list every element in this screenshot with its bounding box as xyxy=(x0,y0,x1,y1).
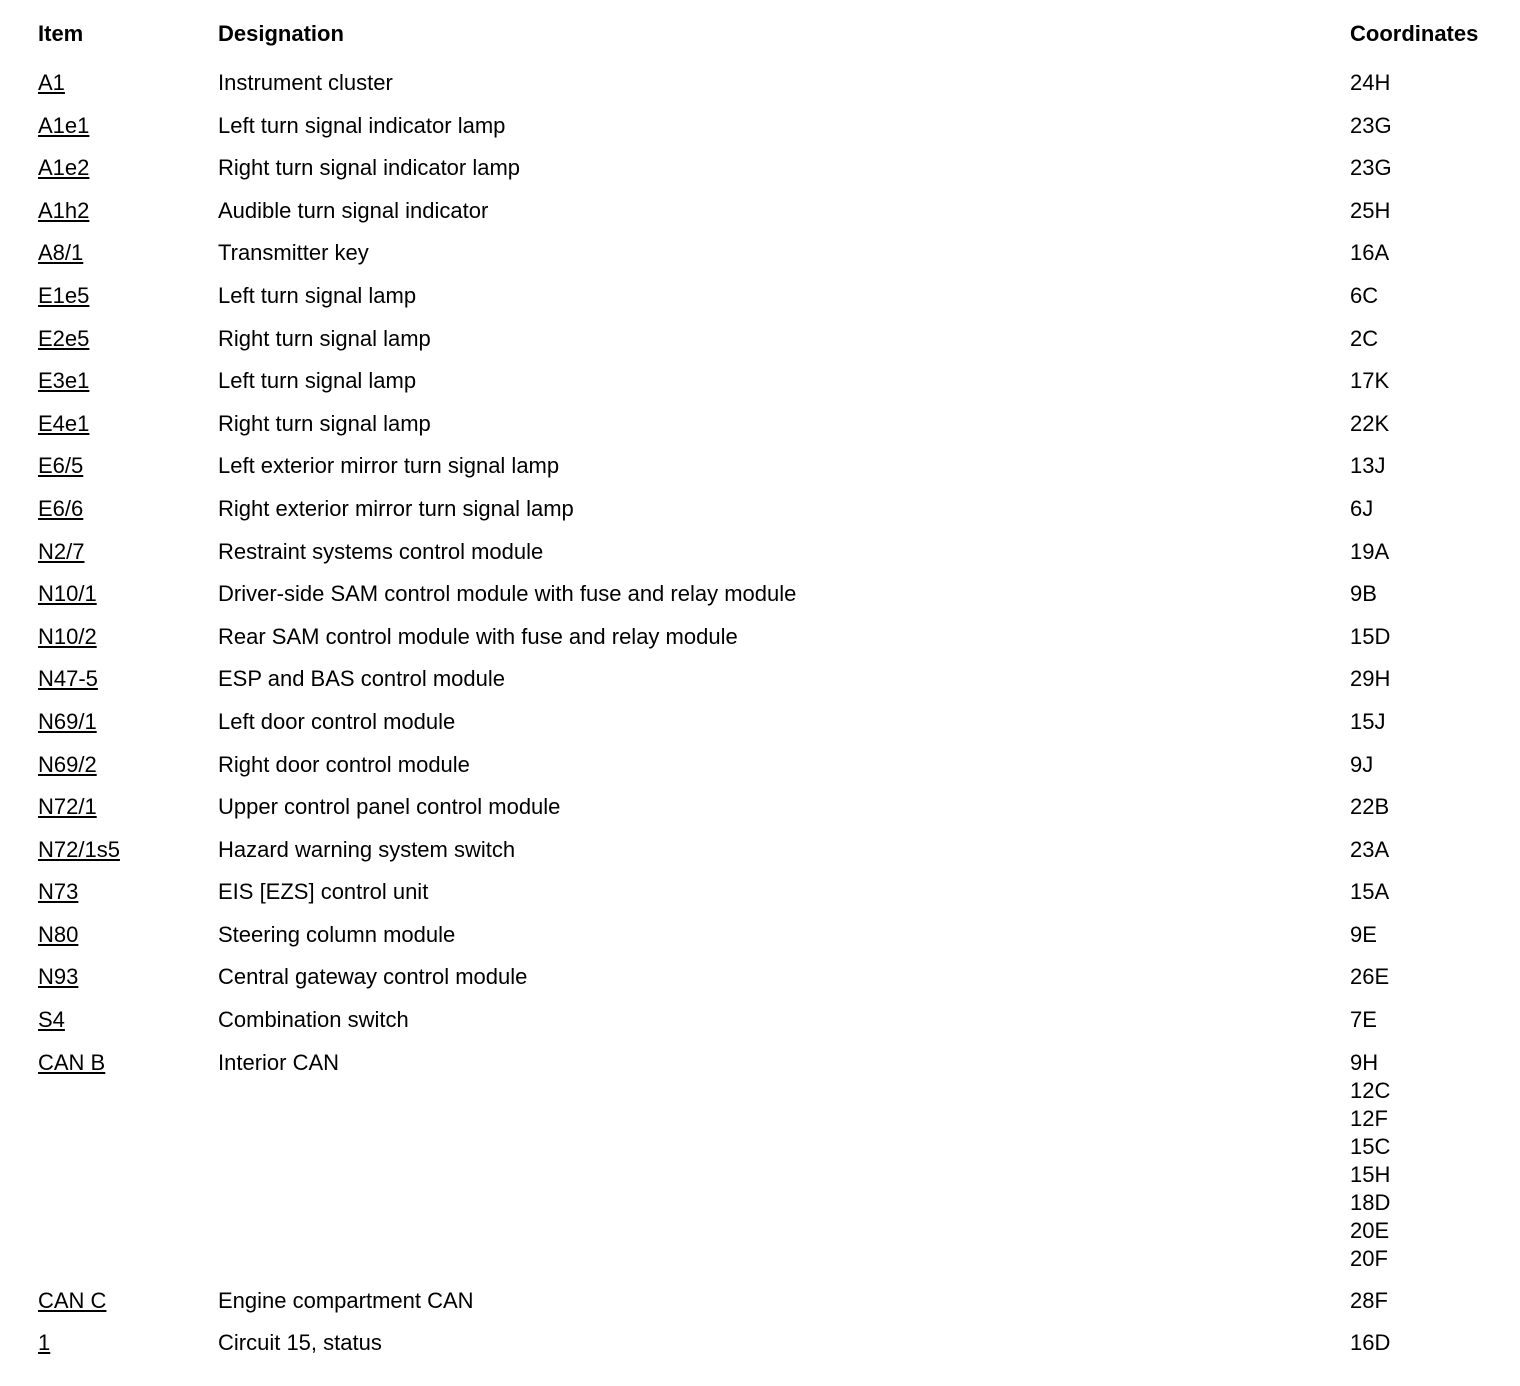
item-link[interactable]: N69/1 xyxy=(38,708,97,734)
coordinate-value: 23G xyxy=(1350,112,1392,138)
coordinate-value: 9B xyxy=(1350,581,1377,607)
table-row xyxy=(38,999,1508,1042)
item-cell xyxy=(38,325,218,354)
designation-cell: Instrument cluster xyxy=(218,70,393,95)
coordinates-cell xyxy=(1350,538,1508,566)
item-link[interactable]: N2/7 xyxy=(38,538,85,564)
item-cell xyxy=(38,1329,218,1358)
table-row xyxy=(38,616,1508,659)
item-cell xyxy=(38,452,218,481)
coordinate-value: 22K xyxy=(1350,410,1390,436)
coordinates-cell xyxy=(1350,197,1508,225)
item-cell xyxy=(38,963,218,992)
table-row xyxy=(38,445,1508,488)
designation-cell: Transmitter key xyxy=(218,240,369,266)
item-link[interactable]: N10/1 xyxy=(38,581,97,607)
coordinate-value: 15A xyxy=(1350,879,1390,905)
table-row xyxy=(38,62,1508,105)
coordinate-value: 24H xyxy=(1350,70,1391,95)
coordinate-value: 26E xyxy=(1350,964,1390,990)
item-link[interactable]: A1e2 xyxy=(38,155,90,181)
table-row xyxy=(38,360,1508,403)
designation-cell: Driver-side SAM control module with fuse and relay module xyxy=(218,581,797,607)
item-cell xyxy=(38,921,218,950)
table-row xyxy=(38,871,1508,914)
designation-cell: Left exterior mirror turn signal lamp xyxy=(218,453,560,479)
item-cell xyxy=(38,154,218,183)
table-row xyxy=(38,105,1508,148)
coordinates-cell xyxy=(1350,495,1508,523)
designation-cell: Restraint systems control module xyxy=(218,538,544,564)
table-row xyxy=(38,275,1508,318)
coordinates-cell xyxy=(1350,1329,1508,1357)
designation-cell: Right exterior mirror turn signal lamp xyxy=(218,495,574,521)
coordinates-cell xyxy=(1350,1006,1508,1034)
item-column-header: Item xyxy=(38,21,84,46)
coordinates-cell xyxy=(1350,1287,1508,1315)
item-cell xyxy=(38,878,218,907)
designation-cell: EIS [EZS] control unit xyxy=(218,879,429,905)
item-link[interactable]: N73 xyxy=(38,879,79,905)
coordinate-value: 13J xyxy=(1350,453,1386,479)
table-row xyxy=(38,1042,1508,1280)
coordinates-cell xyxy=(1350,112,1508,140)
item-link[interactable]: E6/6 xyxy=(38,495,84,521)
component-legend-table xyxy=(38,20,1508,1365)
item-link[interactable]: A1h2 xyxy=(38,197,90,223)
item-cell xyxy=(38,665,218,694)
coordinates-cell xyxy=(1350,410,1508,438)
item-cell xyxy=(38,282,218,311)
item-link[interactable]: E3e1 xyxy=(38,368,90,394)
designation-cell: Central gateway control module xyxy=(218,964,528,990)
coordinate-value: 9J xyxy=(1350,751,1374,777)
designation-cell: Hazard warning system switch xyxy=(218,836,516,862)
table-row xyxy=(38,658,1508,701)
coordinates-cell xyxy=(1350,239,1508,267)
item-cell xyxy=(38,793,218,822)
coordinate-value: 6C xyxy=(1350,282,1379,308)
designation-cell: Right turn signal lamp xyxy=(218,325,431,351)
coordinates-cell xyxy=(1350,154,1508,182)
coordinate-value: 12C xyxy=(1350,1077,1391,1103)
designation-cell: Left turn signal indicator lamp xyxy=(218,112,506,138)
designation-cell: Upper control panel control module xyxy=(218,794,561,820)
item-cell xyxy=(38,69,218,98)
item-cell xyxy=(38,239,218,268)
coordinate-value: 23G xyxy=(1350,155,1392,181)
item-link[interactable]: E6/5 xyxy=(38,453,84,479)
coordinate-value: 19A xyxy=(1350,538,1390,564)
coordinate-value: 12F xyxy=(1350,1105,1388,1131)
coordinate-value: 9E xyxy=(1350,921,1377,947)
coordinate-value: 9H xyxy=(1350,1049,1379,1075)
item-cell xyxy=(38,410,218,439)
item-cell xyxy=(38,495,218,524)
designation-cell: Left turn signal lamp xyxy=(218,368,417,394)
item-cell xyxy=(38,197,218,226)
table-row xyxy=(38,488,1508,531)
coordinates-cell xyxy=(1350,921,1508,949)
coordinates-cell xyxy=(1350,793,1508,821)
item-cell xyxy=(38,751,218,780)
coordinate-value: 16D xyxy=(1350,1330,1391,1356)
item-cell xyxy=(38,580,218,609)
coordinates-cell xyxy=(1350,282,1508,310)
coordinate-value: 18D xyxy=(1350,1189,1391,1215)
item-link[interactable]: CAN B xyxy=(38,1049,106,1075)
coordinate-value: 7E xyxy=(1350,1007,1377,1033)
coordinate-value: 23A xyxy=(1350,836,1390,862)
coordinates-cell xyxy=(1350,367,1508,395)
item-cell xyxy=(38,1049,218,1078)
designation-column-header: Designation xyxy=(218,21,344,46)
item-cell xyxy=(38,367,218,396)
item-link[interactable]: N72/1s5 xyxy=(38,836,120,862)
coordinates-cell xyxy=(1350,665,1508,693)
table-row xyxy=(38,190,1508,233)
legend-rows xyxy=(38,62,1508,1365)
item-link[interactable]: A1e1 xyxy=(38,112,90,138)
coordinate-value: 17K xyxy=(1350,368,1390,394)
coordinate-value: 15H xyxy=(1350,1161,1391,1187)
item-link[interactable]: N10/2 xyxy=(38,623,97,649)
item-link[interactable]: N47-5 xyxy=(38,666,98,692)
coordinates-cell xyxy=(1350,708,1508,736)
designation-cell: Right door control module xyxy=(218,751,470,777)
coordinates-cell xyxy=(1350,325,1508,353)
coordinates-cell xyxy=(1350,836,1508,864)
item-link[interactable]: N93 xyxy=(38,964,79,990)
coordinate-value: 2C xyxy=(1350,325,1379,351)
designation-cell: Combination switch xyxy=(218,1007,409,1033)
table-row xyxy=(38,147,1508,190)
coordinate-value: 15D xyxy=(1350,623,1391,649)
coordinate-value: 28F xyxy=(1350,1287,1388,1313)
designation-cell: Circuit 15, status xyxy=(218,1330,382,1356)
coordinates-cell xyxy=(1350,69,1508,97)
table-row xyxy=(38,318,1508,361)
item-cell xyxy=(38,623,218,652)
item-link[interactable]: CAN C xyxy=(38,1287,107,1313)
coordinate-value: 15J xyxy=(1350,708,1386,734)
designation-cell: Right turn signal indicator lamp xyxy=(218,155,521,181)
designation-cell: Interior CAN xyxy=(218,1049,340,1075)
coordinate-value: 25H xyxy=(1350,197,1391,223)
coordinates-cell xyxy=(1350,580,1508,608)
coordinates-cell xyxy=(1350,751,1508,779)
designation-cell: Steering column module xyxy=(218,921,456,947)
item-cell xyxy=(38,836,218,865)
coordinates-cell xyxy=(1350,623,1508,651)
table-row xyxy=(38,786,1508,829)
designation-cell: Rear SAM control module with fuse and relay module xyxy=(218,623,738,649)
item-link[interactable]: E2e5 xyxy=(38,325,90,351)
coordinate-value: 20F xyxy=(1350,1245,1388,1271)
item-link[interactable]: A8/1 xyxy=(38,240,84,266)
table-row xyxy=(38,914,1508,957)
coordinate-value: 29H xyxy=(1350,666,1391,692)
table-row xyxy=(38,829,1508,872)
item-link[interactable]: E4e1 xyxy=(38,410,90,436)
item-link[interactable]: E1e5 xyxy=(38,282,90,308)
table-row xyxy=(38,403,1508,446)
table-row xyxy=(38,701,1508,744)
item-cell xyxy=(38,1287,218,1316)
table-row xyxy=(38,232,1508,275)
item-cell xyxy=(38,112,218,141)
item-link[interactable]: N80 xyxy=(38,921,79,947)
table-row xyxy=(38,1322,1508,1365)
designation-cell: ESP and BAS control module xyxy=(218,666,505,692)
coordinates-column-header: Coordinates xyxy=(1350,21,1479,46)
item-link[interactable]: N69/2 xyxy=(38,751,97,777)
coordinates-cell xyxy=(1350,878,1508,906)
item-link[interactable]: A1 xyxy=(38,70,65,95)
coordinates-cell xyxy=(1350,1049,1508,1273)
coordinate-value: 15C xyxy=(1350,1133,1391,1159)
coordinate-value: 22B xyxy=(1350,794,1390,820)
coordinate-value: 20E xyxy=(1350,1217,1390,1243)
designation-cell: Right turn signal lamp xyxy=(218,410,431,436)
table-row xyxy=(38,956,1508,999)
table-row xyxy=(38,1280,1508,1323)
table-row xyxy=(38,744,1508,787)
table-row xyxy=(38,573,1508,616)
designation-cell: Audible turn signal indicator xyxy=(218,197,489,223)
coordinate-value: 6J xyxy=(1350,495,1374,521)
designation-cell: Left turn signal lamp xyxy=(218,282,417,308)
item-link[interactable]: N72/1 xyxy=(38,794,97,820)
designation-cell: Engine compartment CAN xyxy=(218,1287,474,1313)
item-cell xyxy=(38,538,218,567)
item-cell xyxy=(38,1006,218,1035)
coordinates-cell xyxy=(1350,452,1508,480)
designation-cell: Left door control module xyxy=(218,708,456,734)
coordinate-value: 16A xyxy=(1350,240,1390,266)
table-row xyxy=(38,531,1508,574)
item-cell xyxy=(38,708,218,737)
legend-header-row xyxy=(38,20,1508,62)
item-link[interactable]: S4 xyxy=(38,1007,65,1033)
coordinates-cell xyxy=(1350,963,1508,991)
item-link[interactable]: 1 xyxy=(38,1330,51,1356)
